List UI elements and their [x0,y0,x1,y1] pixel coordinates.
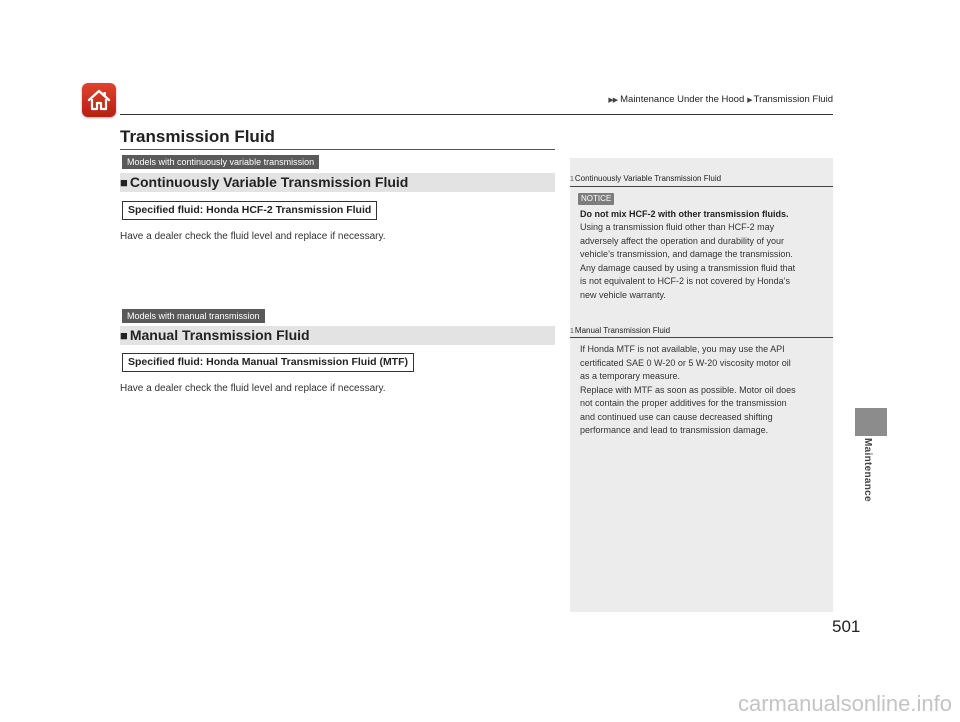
note-line: Replace with MTF as soon as possible. Motor oil does [580,384,796,395]
note-line: performance and lead to transmission damage. [580,425,769,435]
spec-box-manual: Specified fluid: Honda Manual Transmission Fluid (MTF) [122,353,414,372]
section-heading-manual [120,326,555,345]
breadcrumb-current[interactable]: Transmission Fluid [753,94,833,105]
note-heading-text: Continuously Variable Transmission Fluid [574,174,722,183]
note-line: If Honda MTF is not available, you may use the API [580,344,785,354]
breadcrumb-arrow-icon: ▶ [747,97,752,104]
header-divider [120,114,833,115]
note-line: Using a transmission fluid other than HCF-2 may [580,222,775,232]
note-heading-manual[interactable] [570,326,670,335]
section-heading-text: Manual Transmission Fluid [129,327,310,343]
note-heading-text: Manual Transmission Fluid [574,326,671,335]
note-body-manual [580,343,830,438]
chapter-tab-label: Maintenance [862,438,873,502]
home-button[interactable] [82,83,116,117]
model-tag-cvt: Models with continuously variable transmission [122,155,319,169]
note-line: is not equivalent to HCF-2 is not covered by Honda’s [580,276,790,286]
note-body-cvt [580,221,830,302]
watermark: carmanualsonline.info [737,691,952,716]
home-icon [87,89,111,111]
breadcrumb-arrow-icon: ▶▶ [608,97,618,104]
note-line: not contain the proper additives for the transmission [580,398,787,408]
chapter-tab[interactable] [855,408,887,436]
note-line: Any damage caused by using a transmission fluid that [580,262,796,273]
body-text-cvt: Have a dealer check the fluid level and replace if necessary. [120,231,386,242]
note-divider [570,337,833,338]
body-text-manual: Have a dealer check the fluid level and replace if necessary. [120,383,386,394]
spec-box-cvt: Specified fluid: Honda HCF-2 Transmission Fluid [122,201,377,220]
note-line: adversely affect the operation and durability of your [580,235,784,246]
note-marker-icon: 1 [570,176,574,183]
section-heading-text: Continuously Variable Transmission Fluid [129,174,409,190]
note-line: certificated SAE 0 W-20 or 5 W-20 viscosity motor oil [580,357,791,368]
section-marker-icon: ■ [120,328,128,343]
note-line: vehicle’s transmission, and damage the transmission. [580,249,793,259]
breadcrumb-link-maintenance[interactable]: Maintenance Under the Hood [620,94,745,105]
note-heading-cvt[interactable] [570,174,721,183]
breadcrumb [560,94,833,105]
note-divider [570,186,833,187]
note-line: and continued use can cause decreased shifting [580,411,773,422]
section-heading-cvt [120,173,555,192]
model-tag-manual: Models with manual transmission [122,309,265,323]
note-line: as a temporary measure. [580,371,681,381]
notice-badge: NOTICE [578,193,614,205]
page-title: Transmission Fluid [120,127,275,146]
section-marker-icon: ■ [120,175,128,190]
note-marker-icon: 1 [570,328,574,335]
title-divider [120,149,555,150]
note-line: new vehicle warranty. [580,289,666,300]
page-number: 501 [832,617,861,636]
notice-warning-text: Do not mix HCF-2 with other transmission fluids. [580,209,789,219]
